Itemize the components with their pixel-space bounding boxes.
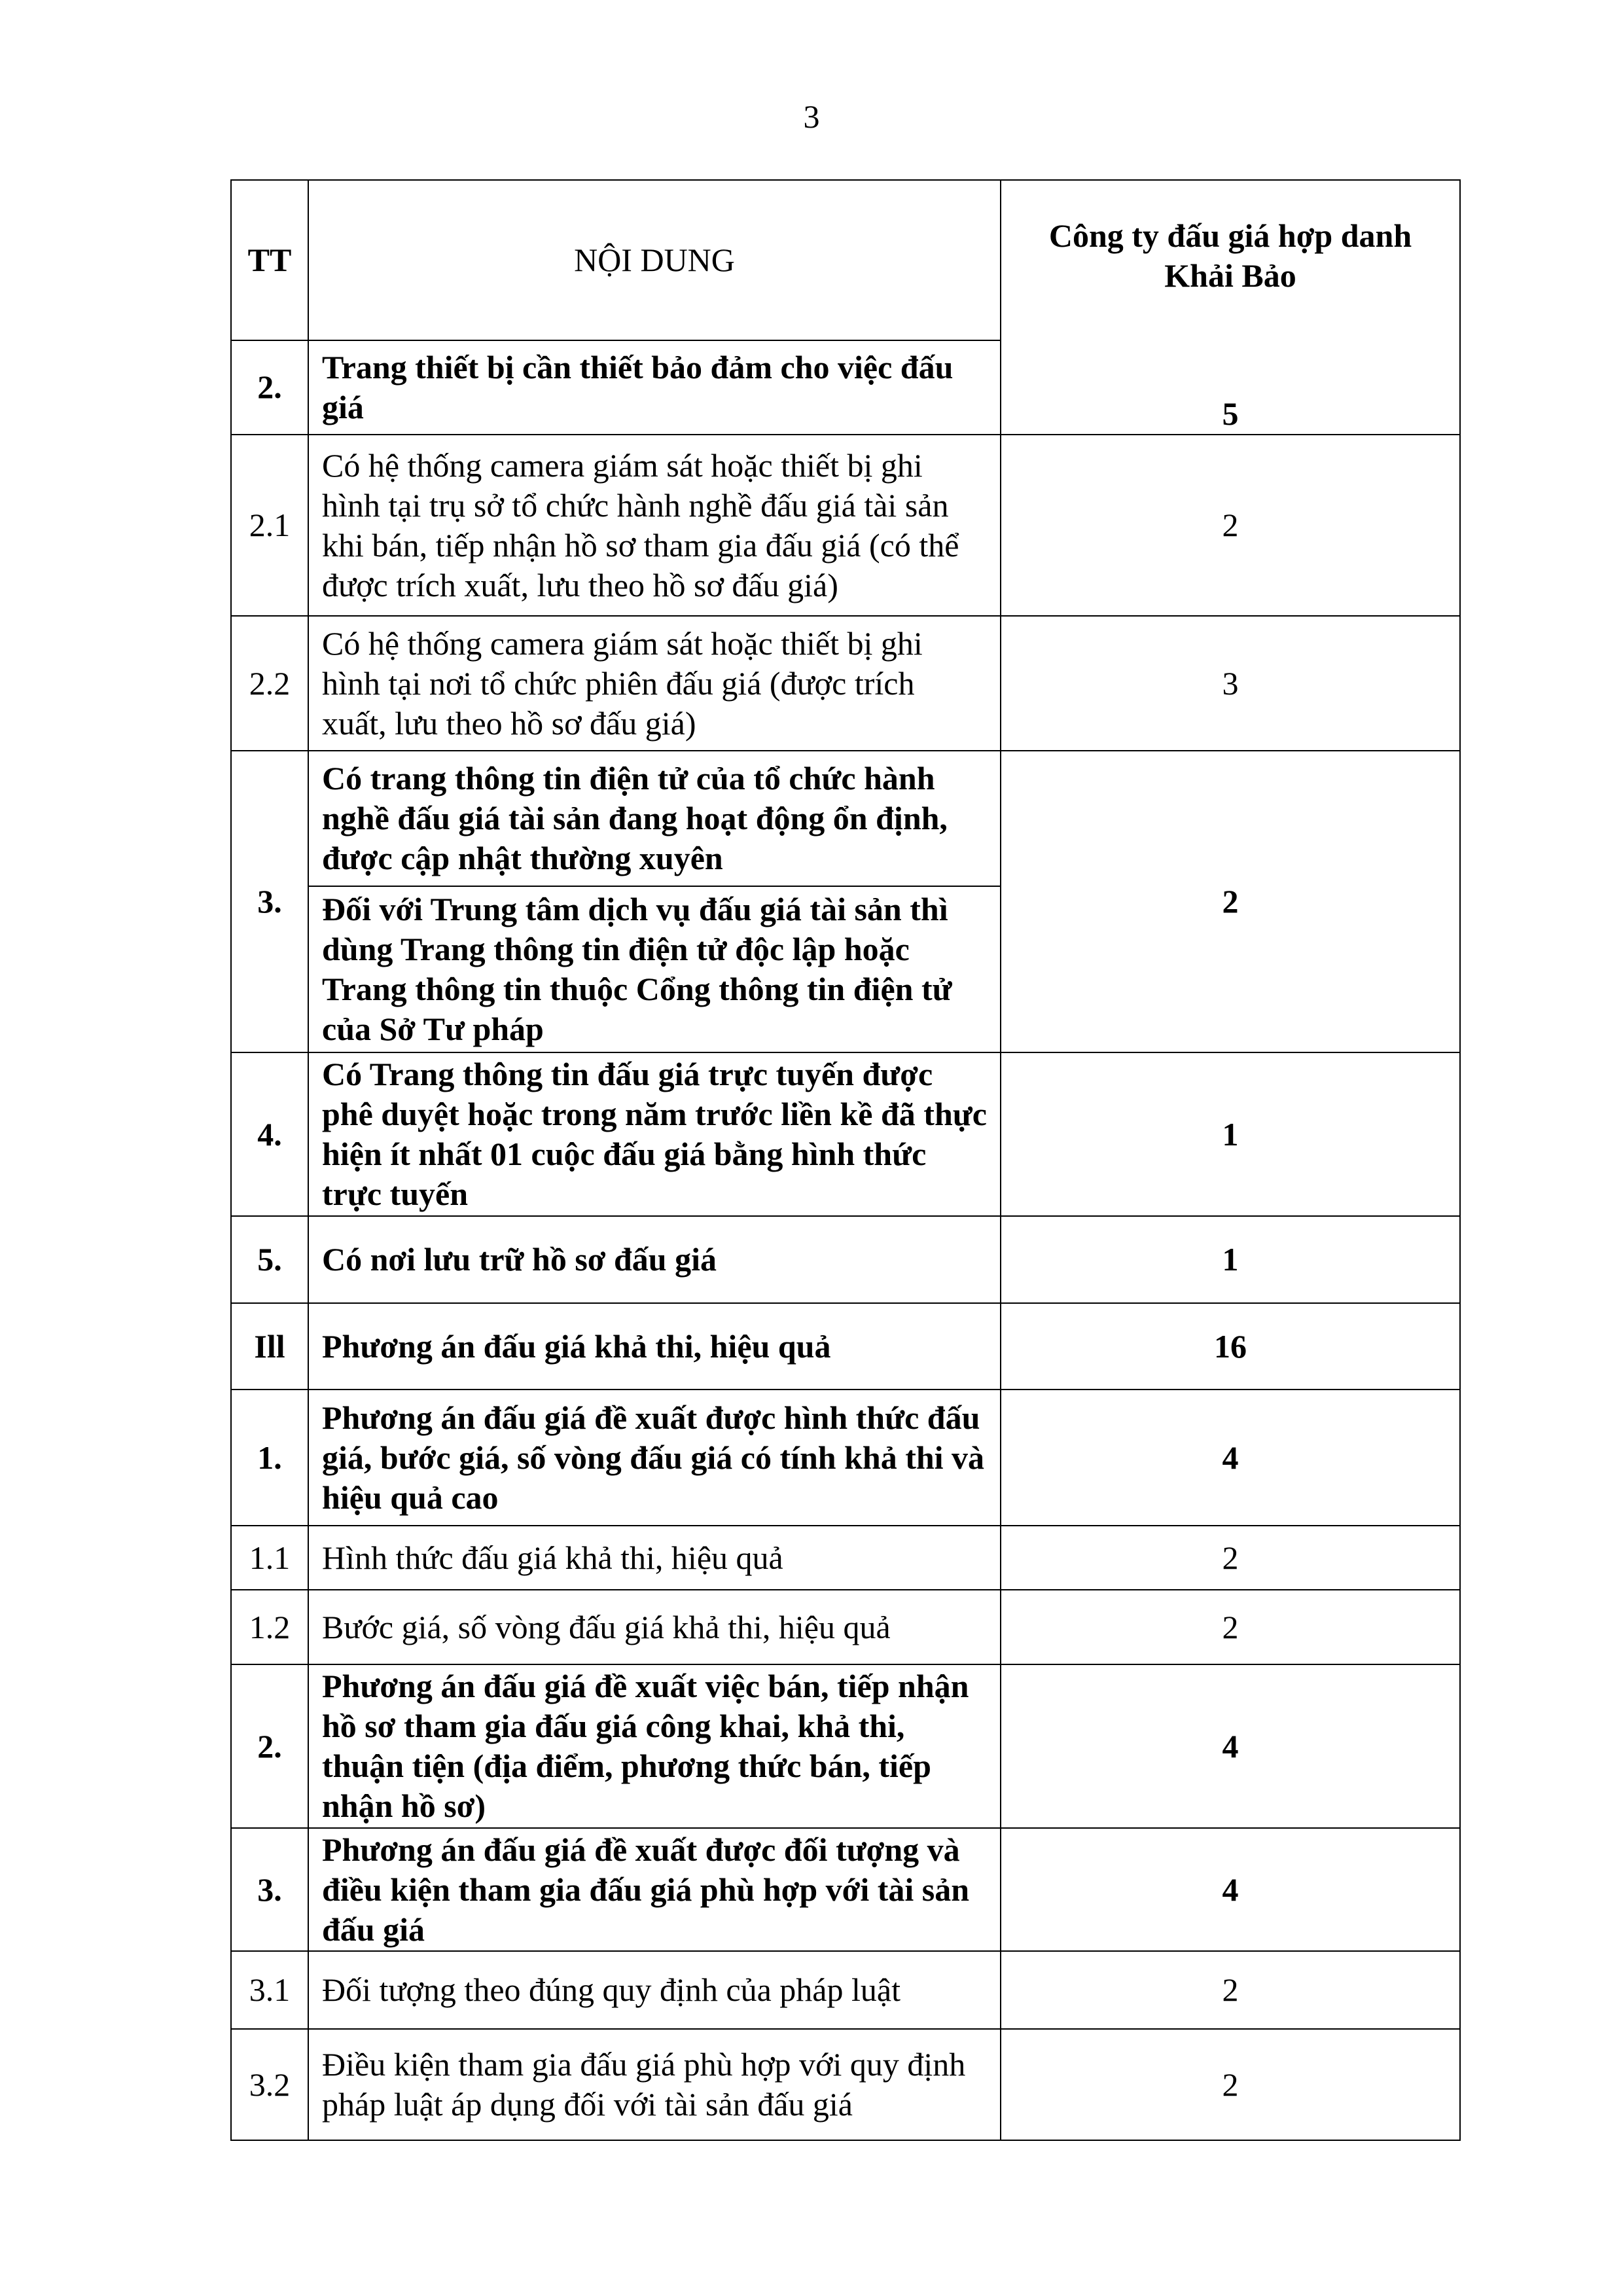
row-content: Có hệ thống camera giám sát hoặc thiết bị ghi hình tại nơi tổ chức phiên đấu giá (được trích xuất, lưu theo hồ sơ đấu giá) xyxy=(308,616,1001,751)
row-tt: 5. xyxy=(231,1216,308,1303)
row-content: Hình thức đấu giá khả thi, hiệu quả xyxy=(308,1526,1001,1590)
row-tt: 1.2 xyxy=(231,1590,308,1664)
row-score: 4 xyxy=(1001,1828,1460,1951)
row-content: Có hệ thống camera giám sát hoặc thiết bị ghi hình tại trụ sở tổ chức hành nghề đấu giá tài sản khi bán, tiếp nhận hồ sơ tham gia đấu giá (có thể được trích xuất, lưu theo hồ sơ đấu giá) xyxy=(308,435,1001,616)
row-content: Có trang thông tin điện tử của tổ chức hành nghề đấu giá tài sản đang hoạt động ổn định, được cập nhật thường xuyên xyxy=(308,751,1001,886)
table-row xyxy=(231,2029,1460,2140)
table-row xyxy=(231,616,1460,751)
row-score: 3 xyxy=(1001,616,1460,751)
row-score: 1 xyxy=(1001,1216,1460,1303)
table-row xyxy=(231,435,1460,616)
row-tt: 2. xyxy=(231,1664,308,1828)
header-org-line2: Khải Bảo xyxy=(1164,257,1296,294)
table-row xyxy=(231,1951,1460,2029)
row-score: 16 xyxy=(1001,1303,1460,1390)
row-tt: 2.1 xyxy=(231,435,308,616)
table-row xyxy=(231,1526,1460,1590)
table-header-row xyxy=(231,180,1460,340)
row-content: Phương án đấu giá đề xuất được hình thức đấu giá, bước giá, số vòng đấu giá có tính khả thi và hiệu quả cao xyxy=(308,1390,1001,1526)
table-row xyxy=(231,1216,1460,1303)
row-score: 4 xyxy=(1001,1664,1460,1828)
table-row xyxy=(231,1052,1460,1216)
row-content: Phương án đấu giá khả thi, hiệu quả xyxy=(308,1303,1001,1390)
row-content-note: Đối với Trung tâm dịch vụ đấu giá tài sản thì dùng Trang thông tin điện tử độc lập hoặc Trang thông tin thuộc Cổng thông tin điện tử của Sở Tư pháp xyxy=(308,886,1001,1052)
row-tt: 3.2 xyxy=(231,2029,308,2140)
row-score: 2 xyxy=(1001,1951,1460,2029)
header-tt: TT xyxy=(231,180,308,340)
row-content: Điều kiện tham gia đấu giá phù hợp với quy định pháp luật áp dụng đối với tài sản đấu giá xyxy=(308,2029,1001,2140)
table-row xyxy=(231,1303,1460,1390)
header-organization xyxy=(1001,180,1460,435)
row-score: 1 xyxy=(1001,1052,1460,1216)
row-tt: 1.1 xyxy=(231,1526,308,1590)
row-content: Có Trang thông tin đấu giá trực tuyến được phê duyệt hoặc trong năm trước liền kề đã thực hiện ít nhất 01 cuộc đấu giá bằng hình thức trực tuyến xyxy=(308,1052,1001,1216)
scoring-table xyxy=(230,179,1461,2141)
row-tt: 2. xyxy=(231,340,308,435)
row-tt: Ill xyxy=(231,1303,308,1390)
row-score: 2 xyxy=(1001,2029,1460,2140)
row-content: Bước giá, số vòng đấu giá khả thi, hiệu quả xyxy=(308,1590,1001,1664)
row-tt: 2.2 xyxy=(231,616,308,751)
table-row xyxy=(231,751,1460,886)
table-row xyxy=(231,1828,1460,1951)
table-row xyxy=(231,1664,1460,1828)
row-content: Có nơi lưu trữ hồ sơ đấu giá xyxy=(308,1216,1001,1303)
header-org-line1: Công ty đấu giá hợp danh xyxy=(1048,217,1412,254)
row-content: Đối tượng theo đúng quy định của pháp luật xyxy=(308,1951,1001,2029)
row-tt: 3. xyxy=(231,1828,308,1951)
row-tt: 1. xyxy=(231,1390,308,1526)
row-content: Phương án đấu giá đề xuất được đối tượng và điều kiện tham gia đấu giá phù hợp với tài sản đấu giá xyxy=(308,1828,1001,1951)
page-number: 3 xyxy=(803,98,820,135)
row-tt: 3. xyxy=(231,751,308,1052)
row-content: Phương án đấu giá đề xuất việc bán, tiếp nhận hồ sơ tham gia đấu giá công khai, khả thi, thuận tiện (địa điểm, phương thức bán, tiếp nhận hồ sơ) xyxy=(308,1664,1001,1828)
header-content: NỘI DUNG xyxy=(308,180,1001,340)
row-score: 5 xyxy=(1222,395,1239,432)
row-score: 2 xyxy=(1001,1590,1460,1664)
row-tt: 3.1 xyxy=(231,1951,308,2029)
row-content: Trang thiết bị cần thiết bảo đảm cho việc đấu giá xyxy=(308,340,1001,435)
table-row xyxy=(231,1390,1460,1526)
row-score: 2 xyxy=(1001,435,1460,616)
table-row xyxy=(231,1590,1460,1664)
row-tt: 4. xyxy=(231,1052,308,1216)
row-score: 2 xyxy=(1001,1526,1460,1590)
row-score: 2 xyxy=(1001,751,1460,1052)
row-score: 4 xyxy=(1001,1390,1460,1526)
